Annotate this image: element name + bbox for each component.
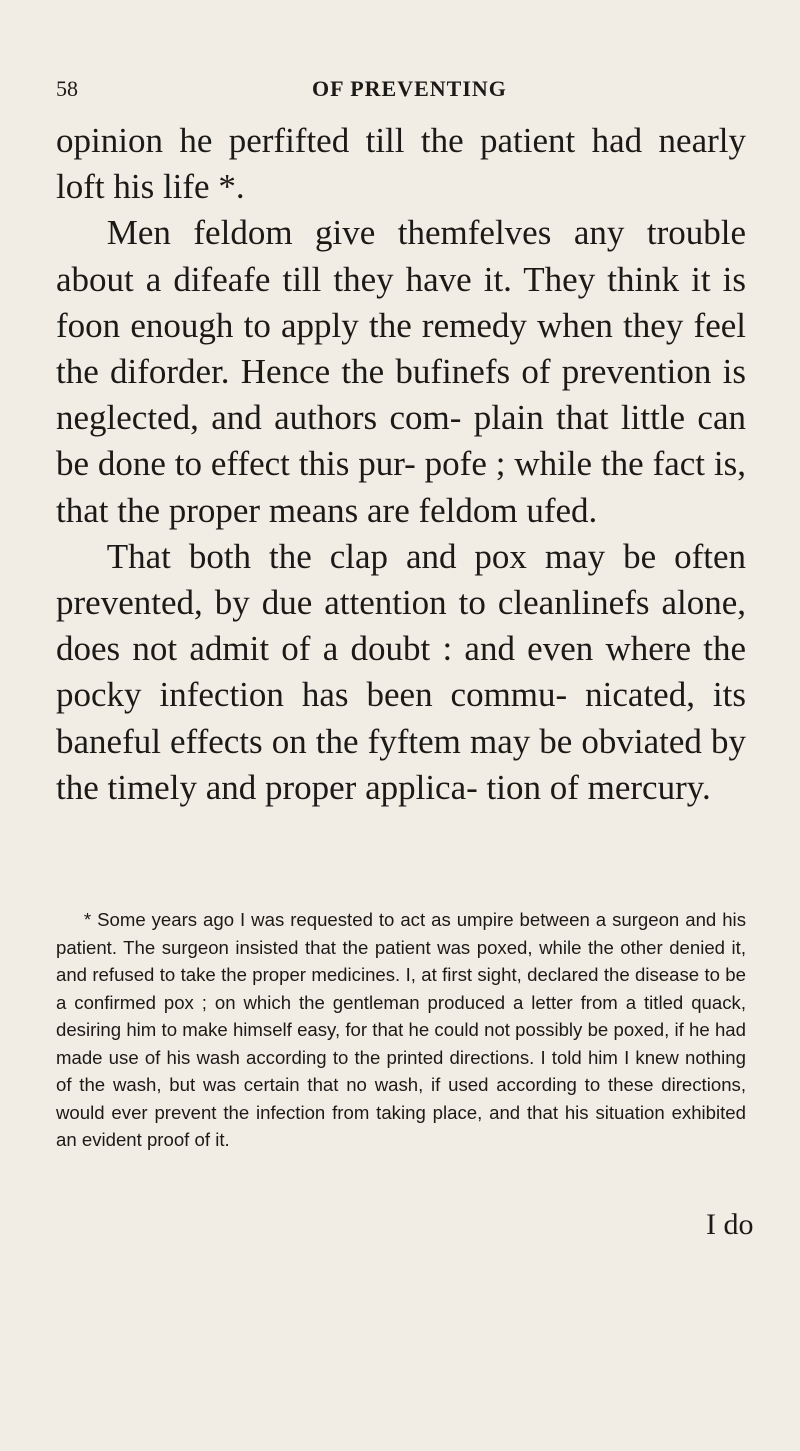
paragraph-continuation: opinion he perfifted till the patient had nearly loft his life *. [56, 121, 746, 207]
page-number: 58 [56, 76, 78, 101]
paragraph: Men feldom give themfelves any trouble about a difeafe till they have it. They think it is foon enough to apply the remedy when they feel the diforder. Hence the bufinefs of prevention is neglected, and authors com- plain that little can be done to effect this pur- pofe ; while the fact is, that the proper means are feldom ufed. [56, 213, 746, 530]
footnote: * Some years ago I was requested to act as umpire between a surgeon and his patient. The surgeon insisted that the patient was poxed, while the other denied it, and refused to take the proper medicines. I, at first sight, declared the disease to be a confirmed pox ; on which the gentleman produced a letter from a titled quack, desiring him to make himself easy, for that he could not possibly be poxed, if he had made use of his wash according to the printed directions. I told him I knew nothing of the wash, but was certain that no wash, if used according to these directions, would ever prevent the infection from taking place, and that his situation exhibited an evident proof of it. [56, 909, 746, 1150]
body-text [56, 118, 746, 811]
running-head: OF PREVENTING [312, 76, 507, 101]
paragraph: That both the clap and pox may be often prevented, by due attention to cleanlinefs alone, does not admit of a doubt : and even where the pocky infection has been commu- nicated, its baneful effects on the fyftem may be obviated by the timely and proper applica- tion of mercury. [56, 536, 746, 807]
catchword: I do [706, 1208, 754, 1241]
page-header [56, 76, 746, 106]
